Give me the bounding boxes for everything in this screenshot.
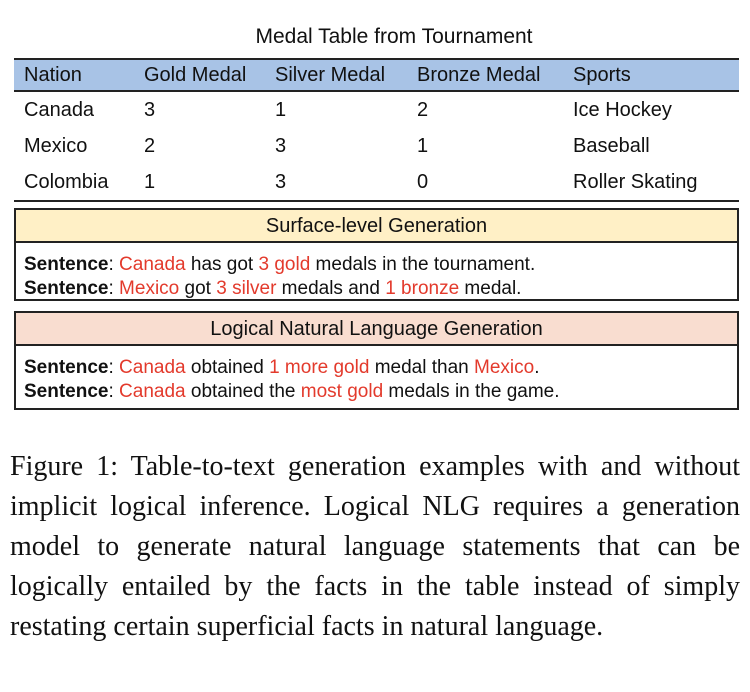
nation-cell: Canada [24,98,95,121]
logical-sentence-2 [24,380,737,404]
sentence-label: Sentence [24,357,109,378]
sports-cell: Ice Hockey [573,98,672,121]
surface-generation-title: Surface-level Generation [16,210,737,243]
highlight-value: 1 more gold [269,357,370,378]
bronze-cell: 1 [417,134,429,157]
medal-table [14,58,739,202]
header-nation: Nation [24,63,82,86]
nation-cell: Mexico [24,134,88,157]
table-header [14,58,739,92]
table-row-colombia [14,164,739,202]
sentence-text: medal than [369,357,474,378]
header-sports: Sports [573,63,631,86]
surface-sentence-2 [24,277,737,301]
surface-sentence-1 [24,253,737,277]
sentence-label: Sentence [24,254,109,275]
sports-cell: Roller Skating [573,170,698,193]
bronze-cell: 0 [417,170,429,193]
sports-cell: Baseball [573,134,650,157]
logical-sentence-list [16,346,737,404]
highlight-entity: Mexico [474,357,535,378]
sentence-colon: : [108,357,114,378]
silver-cell: 3 [275,170,287,193]
table-row-mexico [14,128,739,164]
sentence-colon: : [108,254,114,275]
highlight-entity: Canada [119,254,186,275]
logical-generation-box [14,311,739,410]
surface-generation-box [14,208,739,301]
gold-cell: 3 [144,98,156,121]
header-silver-medal: Silver Medal [275,63,386,86]
gold-cell: 2 [144,134,156,157]
highlight-value: 3 gold [258,254,311,275]
highlight-value: most gold [300,381,384,402]
table-body [14,92,739,202]
sentence-text: medals in the tournament. [310,254,536,275]
table-row-canada [14,92,739,128]
bronze-cell: 2 [417,98,429,121]
header-bronze-medal: Bronze Medal [417,63,541,86]
sentence-text: medals in the game. [383,381,560,402]
sentence-text: has got [185,254,259,275]
highlight-value: 3 silver [216,278,277,299]
figure-caption: Figure 1: Table-to-text generation examples with and without implicit logical inference. Logical NLG requires a generation model to generate natural language statements that can be logically entailed by the facts in the table instead of simply restating certain superficial facts in natural language. [10,451,740,642]
silver-cell: 3 [275,134,287,157]
sentence-label: Sentence [24,381,109,402]
logical-generation-title: Logical Natural Language Generation [16,313,737,346]
sentence-text: medals and [276,278,386,299]
sentence-text: . [534,357,540,378]
highlight-entity: Canada [119,381,186,402]
sentence-colon: : [108,278,114,299]
sentence-text: obtained the [185,381,301,402]
gold-cell: 1 [144,170,156,193]
sentence-text: obtained [185,357,270,378]
logical-sentence-1 [24,356,737,380]
sentence-colon: : [108,381,114,402]
nation-cell: Colombia [24,170,109,193]
sentence-text: medal. [459,278,522,299]
highlight-value: 1 bronze [385,278,460,299]
table-title: Medal Table from Tournament [255,25,533,48]
highlight-entity: Canada [119,357,186,378]
sentence-label: Sentence [24,278,109,299]
header-gold-medal: Gold Medal [144,63,247,86]
surface-sentence-list [16,243,737,301]
highlight-entity: Mexico [119,278,180,299]
sentence-text: got [179,278,217,299]
silver-cell: 1 [275,98,287,121]
